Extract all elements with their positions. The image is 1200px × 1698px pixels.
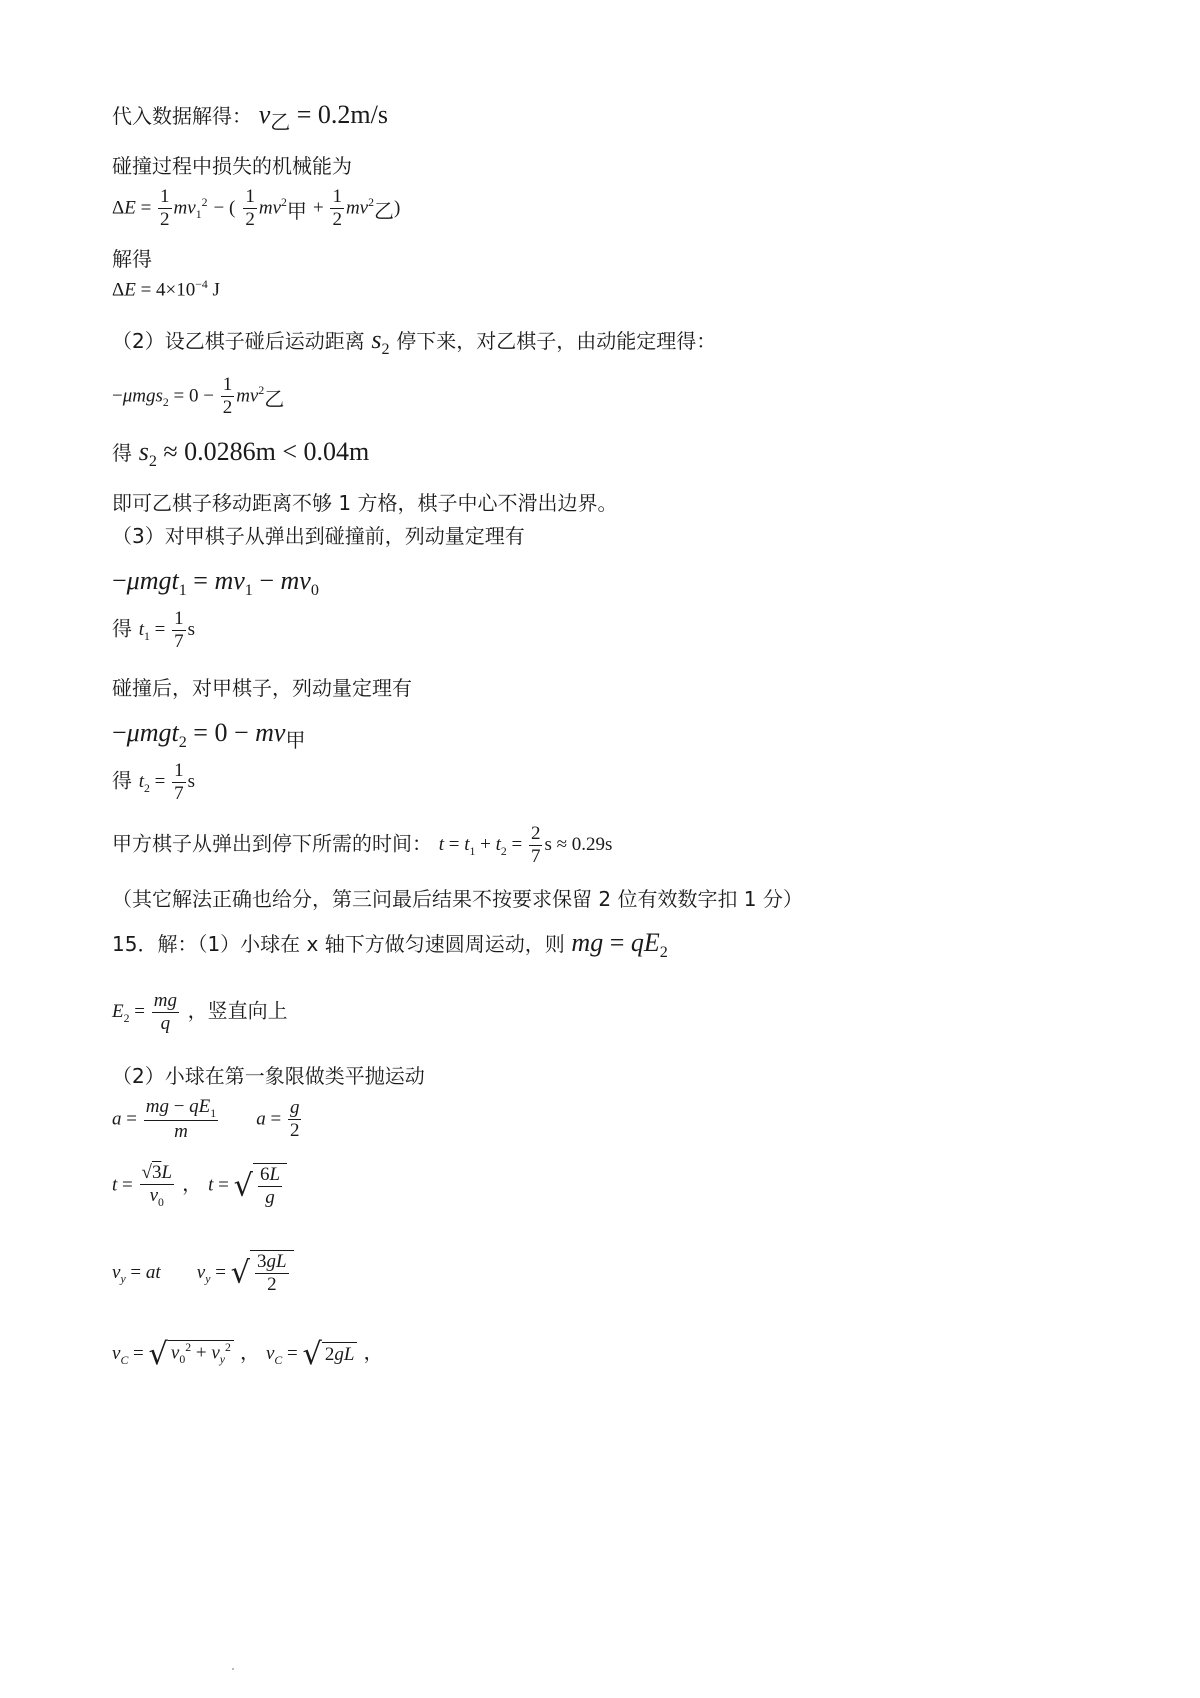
formula-vy: $v_y$ = at $v_y$ = √ $\frac{3gL}{2}$ [112,1250,294,1296]
line-part3-intro: （3）对甲棋子从弹出到碰撞前，列动量定理有 [112,524,525,548]
text-part2-a: （2）设乙棋子碰后运动距离 [112,329,365,353]
line-energy-loss-intro: 碰撞过程中损失的机械能为 [112,154,352,178]
text-de-2: 得 [112,616,132,641]
scan-speck [232,1668,234,1670]
symbol-s2: $s_2$ [371,325,390,359]
line-t2-result: 得 $t_2$ = $\frac{1}{7}$ s [112,760,195,804]
line-total-time: 甲方棋子从弹出到停下所需的时间： $t = t_1 + t_2$ = $\frac{2}{7}$ s ≈ 0.29s [112,823,613,867]
line-q15-part1: 15．解：（1）小球在 x 轴下方做匀速圆周运动，则 mg = $qE_2$ [112,928,668,962]
formula-kinetic-energy: −μmgs$_2$ = 0 − $\frac{1}{2}$ $mv^2_乙$ [112,374,285,418]
formula-delta-e-result: $\Delta E = 4\times 10^{-4}$ J [112,278,220,301]
line-solve: 解得 [112,247,152,271]
formula-acceleration: a = $\frac{mg - qE_1}{m}$ a = $\frac{g}{2}$ [112,1096,300,1143]
formula-vc: $v_C$ = √ $v_0^2 + v_y^2$ ， $v_C$ = √ 2gL ， [112,1336,384,1372]
text-q15: 15．解：（1）小球在 x 轴下方做匀速圆周运动，则 [112,932,565,956]
text-direction-up: ，竖直向上 [187,998,288,1023]
text-substitute: 代入数据解得： [112,104,252,128]
text-total-time: 甲方棋子从弹出到停下所需的时间： [112,831,432,856]
text-de-1: 得 [112,441,132,465]
line-after-collision: 碰撞后，对甲棋子，列动量定理有 [112,676,412,700]
line-t1-result: 得 $t_1$ = $\frac{1}{7}$ s [112,608,195,652]
text-de-3: 得 [112,768,132,793]
line-scoring-note: （其它解法正确也给分，第三问最后结果不按要求保留 2 位有效数字扣 1 分） [112,887,803,911]
line-conclusion-2: 即可乙棋子移动距离不够 1 方格，棋子中心不滑出边界。 [112,491,618,515]
line-s2-result [112,437,369,471]
formula-momentum-2: $-\mu mgt_2 = 0 - mv_甲$ [112,718,306,753]
text-part2-b: 停下来，对乙棋子，由动能定理得： [396,329,717,353]
formula-time: t = $\frac{√3L}{v_0}$ ， t = √ $\frac{6L}{g}$ [112,1162,287,1209]
line-part2-intro [112,325,716,359]
formula-s2: $s_2 \approx 0.0286m < 0.04m$ [138,437,370,471]
formula-momentum-1: $-\mu mgt_1 = mv_1 - mv_0$ [112,566,319,600]
line-e2-result: $E_2$ = $\frac{mg}{q}$ ，竖直向上 [112,990,288,1034]
formula-delta-e: ΔE = $\frac{1}{2}$ $mv_1^2$ − ( $\frac{1}{2}$ $mv^2_甲$ + $\frac{1}{2}$ $mv^2_乙$) [112,186,401,230]
formula-v-yi: $v_乙 = 0.2m/s$ [258,100,388,135]
line-part2-projectile: （2）小球在第一象限做类平抛运动 [112,1064,425,1088]
line-result-v-yi [112,100,388,135]
